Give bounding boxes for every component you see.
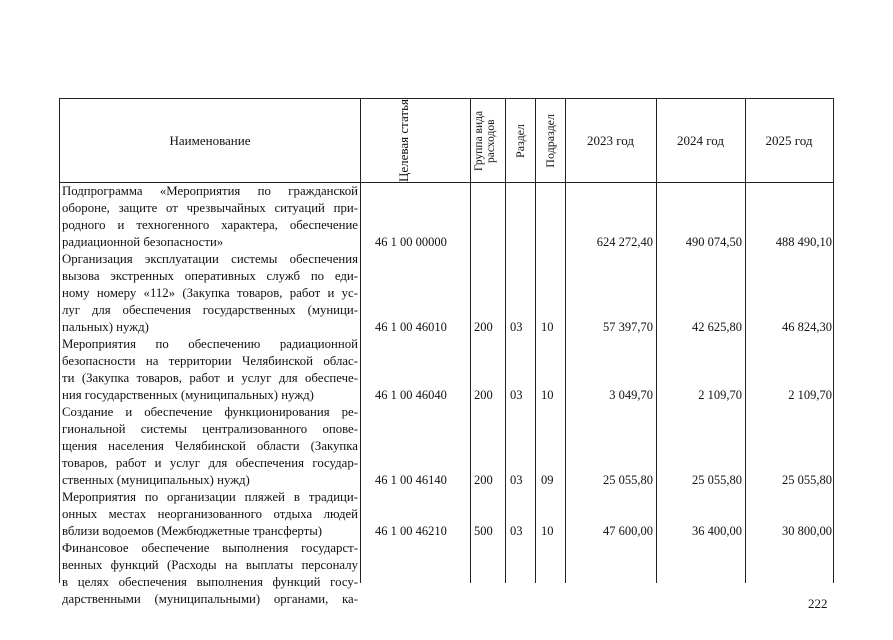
header-code <box>360 99 470 182</box>
row-text-line: ному номеру «112» (Закупка товаров, работ и ус- <box>62 286 358 300</box>
row-text-line: ти (Закупка товаров, работ и услуг для обеспече- <box>62 371 358 385</box>
row-group: 200 <box>474 388 493 402</box>
row-code: 46 1 00 46040 <box>375 388 447 402</box>
row-section: 03 <box>510 473 523 487</box>
row-code: 46 1 00 46140 <box>375 473 447 487</box>
table-row-name <box>62 404 358 489</box>
row-2023: 47 600,00 <box>603 524 653 538</box>
row-group: 500 <box>474 524 493 538</box>
row-text-line: обороне, защите от чрезвычайных ситуаций при- <box>62 201 358 215</box>
row-text-line: радиационной безопасности» <box>62 235 224 249</box>
header-2025: 2025 год <box>765 132 813 148</box>
row-section: 03 <box>510 524 523 538</box>
header-subsection <box>535 99 565 182</box>
row-group: 200 <box>474 473 493 487</box>
table-row-name <box>62 336 358 404</box>
row-text-line: ственных (муниципальных) нужд) <box>62 473 250 487</box>
row-text-line: гиональной системы централизованного опове- <box>62 422 358 436</box>
row-text-line: Финансовое обеспечение выполнения государст- <box>62 541 358 555</box>
row-2025: 25 055,80 <box>782 473 832 487</box>
table-row-name <box>62 540 358 608</box>
row-text-line: Организация эксплуатации системы обеспечения <box>62 252 358 266</box>
row-2023: 3 049,70 <box>609 388 653 402</box>
row-text-line: в целях обеспечения выполнения функций госу- <box>62 575 358 589</box>
row-code: 46 1 00 46210 <box>375 524 447 538</box>
row-2024: 42 625,80 <box>692 320 742 334</box>
row-2024: 490 074,50 <box>685 235 742 249</box>
row-subsection: 10 <box>541 524 554 538</box>
row-text-line: онных местах неорганизованного отдыха людей <box>62 507 358 521</box>
row-text-line: пальных) нужд) <box>62 320 149 334</box>
row-code: 46 1 00 00000 <box>375 235 447 249</box>
row-subsection: 10 <box>541 320 554 334</box>
row-text-line: Мероприятия по организации пляжей в традици- <box>62 490 358 504</box>
row-text-line: вблизи водоемов (Межбюджетные трансферты) <box>62 524 323 538</box>
row-text-line: Мероприятия по обеспечению радиационной <box>62 337 358 351</box>
row-2023: 57 397,70 <box>603 320 653 334</box>
row-text-line: дарственными (муниципальными) органами, ка- <box>62 592 358 606</box>
row-text-line: товаров, работ и услуг для обеспечения государ- <box>62 456 358 470</box>
header-2023: 2023 год <box>587 132 634 148</box>
header-subsection-label: Подраздел <box>542 113 557 168</box>
row-2025: 488 490,10 <box>775 235 832 249</box>
header-code-label: Целевая статья <box>396 98 411 182</box>
header-section-label: Раздел <box>512 123 527 158</box>
page-number: 222 <box>808 596 828 611</box>
row-2024: 2 109,70 <box>698 388 742 402</box>
row-text-line: вызова экстренных оперативных служб по еди- <box>62 269 358 283</box>
header-group <box>470 99 505 182</box>
row-text-line: Подпрограмма «Мероприятия по гражданской <box>62 184 358 198</box>
header-2024: 2024 год <box>677 132 724 148</box>
row-text-line: ния государственных (муниципальных) нужд) <box>62 388 314 402</box>
header-group-label: Группа вида расходов <box>472 110 497 171</box>
row-2023: 25 055,80 <box>603 473 653 487</box>
row-subsection: 10 <box>541 388 554 402</box>
row-text-line: луг для обеспечения государственных (муници- <box>62 303 358 317</box>
row-2025: 46 824,30 <box>782 320 832 334</box>
row-section: 03 <box>510 388 523 402</box>
row-2024: 36 400,00 <box>692 524 742 538</box>
table-row-name <box>62 251 358 336</box>
row-text-line: щения населения Челябинской области (Закупка <box>62 439 358 453</box>
header-section <box>505 99 535 182</box>
row-subsection: 09 <box>541 473 554 487</box>
header-name: Наименование <box>169 132 251 148</box>
row-2025: 2 109,70 <box>788 388 832 402</box>
table-row-name <box>62 489 358 540</box>
row-text-line: венных функций (Расходы на выплаты персоналу <box>62 558 358 572</box>
row-text-line: родного и техногенного характера, обеспечение <box>62 218 358 232</box>
row-2025: 30 800,00 <box>782 524 832 538</box>
row-group: 200 <box>474 320 493 334</box>
row-code: 46 1 00 46010 <box>375 320 447 334</box>
row-text-line: Создание и обеспечение функционирования ре- <box>62 405 358 419</box>
row-2023: 624 272,40 <box>596 235 653 249</box>
table-row-name <box>62 183 358 251</box>
row-2024: 25 055,80 <box>692 473 742 487</box>
row-text-line: безопасности на территории Челябинской облас- <box>62 354 358 368</box>
row-section: 03 <box>510 320 523 334</box>
